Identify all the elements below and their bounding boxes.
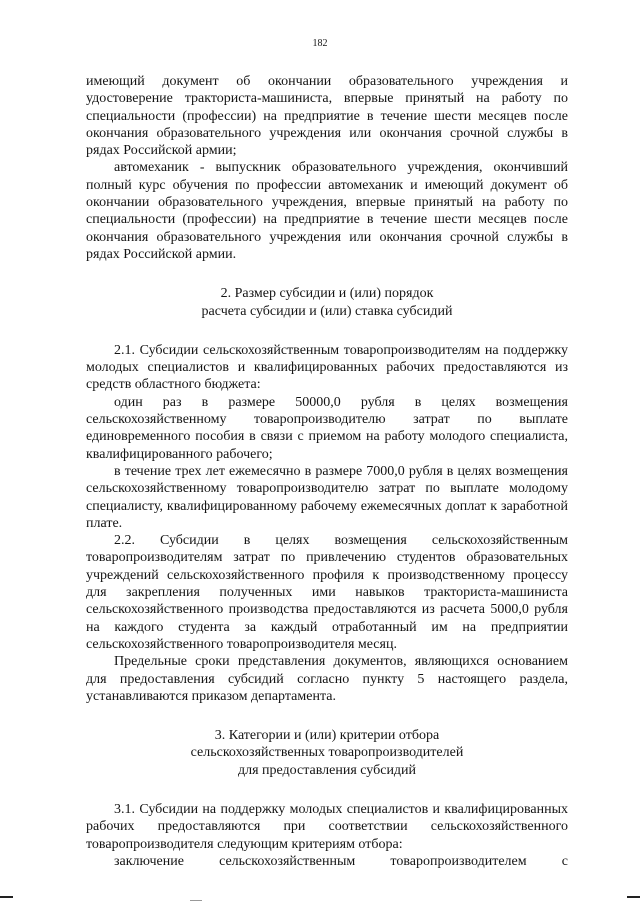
scan-edge-mark-left [0, 896, 13, 898]
paragraph-2-2: 2.2. Субсидии в целях возмещения сельскохозяйственным товаропроизводителям затрат по привлечению студентов образовательных учреждений сельскохозяйственного профиля к производственному процессу для закрепления полученных ими навыков тракториста-машиниста сельскохозяйственного производства предоставляются из расчета 5000,0 рубля на каждого студента за каждый отработанный им на предприятии сельскохозяйственного товаропроизводителя месяц. [86, 533, 568, 652]
paragraph-continuation: имеющий документ об окончании образовательного учреждения и удостоверение тракториста-машиниста, впервые принятый на работу по специальности (профессии) на предприятие в течение шести месяцев после окончания образовательного учреждения или окончания срочной службы в рядах Российской армии; [86, 74, 568, 159]
paragraph-contract: заключение сельскохозяйственным товаропроизводителем с [114, 853, 568, 869]
document-body [86, 73, 568, 870]
section-2-heading-line: расчета субсидии и (или) ставка субсидий [201, 303, 453, 319]
paragraph-deadlines: Предельные сроки представления документов, являющихся основанием для предоставления субсидий согласно пункту 5 настоящего раздела, устанавливаются приказом департамента. [86, 654, 568, 704]
scan-artifact [190, 900, 202, 901]
section-3-heading [86, 727, 568, 779]
paragraph-one-time-payment: один раз в размере 50000,0 рубля в целях возмещения сельскохозяйственному товаропроизводителю затрат по выплате единовременного пособия в связи с приемом на работу молодого специалиста, квалифицированного рабочего; [86, 394, 568, 462]
paragraph-2-1: 2.1. Субсидии сельскохозяйственным товаропроизводителям на поддержку молодых специалистов и квалифицированных рабочих предоставляются из средств областного бюджета: [86, 342, 568, 393]
section-3-heading-line: 3. Категории и (или) критерии отбора [214, 728, 440, 744]
page-number: 182 [312, 38, 328, 49]
scan-edge-mark-right [627, 896, 640, 898]
section-2-heading-line: 2. Размер субсидии и (или) порядок [220, 286, 434, 302]
paragraph-auto-mechanic: автомеханик - выпускник образовательного учреждения, окончивший полный курс обучения по профессии автомеханик и имеющий документ об окончании образовательного учреждения, впервые принятый на работу по специальности (профессии) на предприятие в течение шести месяцев после окончания образовательного учреждения или окончания срочной службы в рядах Российской армии. [86, 160, 568, 262]
paragraph-3-1: 3.1. Субсидии на поддержку молодых специалистов и квалифицированных рабочих предоставляются при соответствии сельскохозяйственного товаропроизводителя следующим критериям отбора: [86, 801, 568, 852]
paragraph-monthly-payment: в течение трех лет ежемесячно в размере 7000,0 рубля в целях возмещения сельскохозяйственному товаропроизводителю затрат по выплате молодому специалисту, квалифицированному рабочему ежемесячных доплат к заработной плате. [86, 463, 568, 531]
section-2-heading [86, 285, 568, 320]
section-3-heading-line: сельскохозяйственных товаропроизводителей [190, 745, 464, 761]
section-3-heading-line: для предоставления субсидий [237, 762, 417, 778]
